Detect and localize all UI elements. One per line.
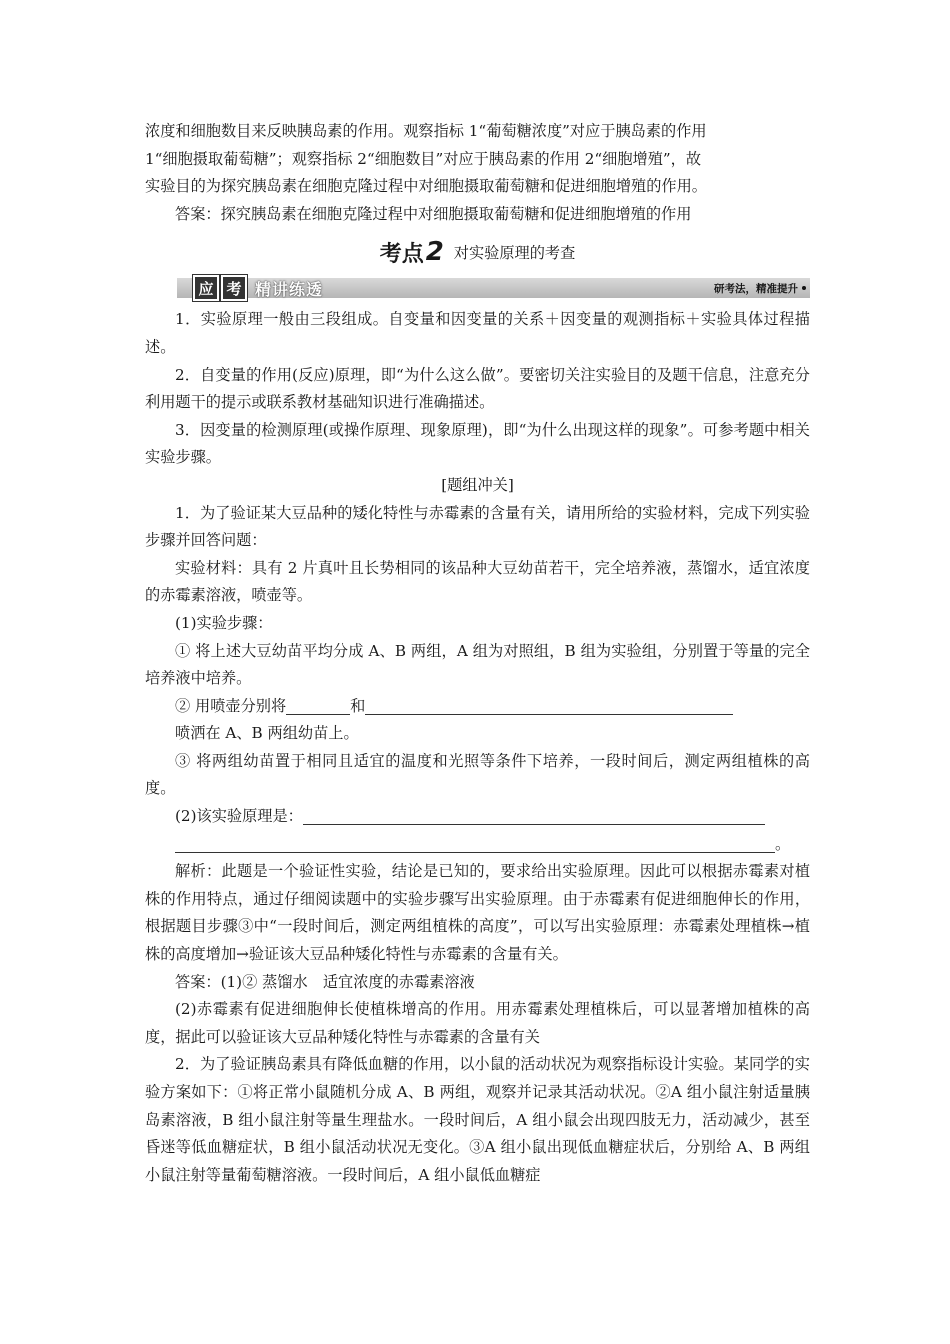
q1-principle-label: (2)该实验原理是： (175, 807, 303, 826)
q1-step-2 (145, 693, 810, 721)
answer-blank-1[interactable] (286, 696, 350, 715)
point-3: 3．因变量的检测原理(或操作原理、现象原理)，即“为什么出现这样的现象”。可参考题中相关实验步骤。 (145, 420, 810, 467)
q1-answer-1: 答案：(1)② 蒸馏水 适宜浓度的赤霉素溶液 (175, 972, 475, 991)
answer-blank-4[interactable] (175, 834, 775, 853)
q1-materials: 实验材料：具有 2 片真叶且长势相同的该品种大豆幼苗若干，完全培养液，蒸馏水，适宜浓度的赤霉素溶液，喷壶等。 (145, 558, 810, 605)
q1-answer-2: (2)赤霉素有促进细胞伸长使植株增高的作用。用赤霉素处理植株后，可以显著增加植株的高度，据此可以验证该大豆品种矮化特性与赤霉素的含量有关 (145, 1000, 810, 1046)
q1-step-2-cont: 喷洒在 A、B 两组幼苗上。 (175, 724, 359, 743)
q1-end-mark: 。 (775, 834, 791, 853)
q1-step-2-text-a: ② 用喷壶分别将 (175, 696, 287, 715)
bullet-dot-icon (802, 286, 806, 290)
document-page (145, 118, 810, 1189)
intro-line-3: 实验目的为探究胰岛素在细胞克隆过程中对细胞摄取葡萄糖和促进细胞增殖的作用。 (145, 177, 707, 196)
section-label: 考点 (379, 241, 424, 267)
point-1: 1．实验原理一般由三段组成。自变量和因变量的关系＋因变量的观测指标＋实验具体过程描述。 (145, 310, 810, 356)
q1-analysis: 解析：此题是一个验证性实验，结论是已知的，要求给出实验原理。因此可以根据赤霉素对植株的作用特点，通过仔细阅读题中的实验步骤写出实验原理。由于赤霉素有促进细胞伸长的作用，根据题目步骤③中“一段时间后，测定两组植株的高度”，可以写出实验原理：赤霉素处理植株→植株的高度增加→验证该大豆品种矮化特性与赤霉素的含量有关。 (145, 862, 810, 964)
answer-blank-2[interactable] (365, 696, 733, 715)
q2-stem: 2．为了验证胰岛素具有降低血糖的作用，以小鼠的活动状况为观察指标设计实验。某同学的实验方案如下：①将正常小鼠随机分成 A、B 两组，观察并记录其活动状况。②A 组小鼠注射适量胰岛素溶液，B 组小鼠注射等量生理盐水。一段时间后，A 组小鼠会出现四肢无力，活动减少，甚至昏迷等低血糖症状，B 组小鼠活动状况无变化。③A 组小鼠出现低血糖症状后，分别给 A、B 两组小鼠注射等量葡萄糖溶液。一段时间后，A 组小鼠低血糖症 (145, 1055, 810, 1184)
intro-line-1: 浓度和细胞数目来反映胰岛素的作用。观察指标 1“葡萄糖浓度”对应于胰岛素的作用 (145, 122, 707, 140)
banner-title (193, 274, 323, 302)
q1-step-3: ③ 将两组幼苗置于相同且适宜的温度和光照等条件下培养，一段时间后，测定两组植株的高度。 (145, 751, 810, 798)
group-title: [题组冲关] (441, 475, 514, 494)
banner-tagline-text: 研考法，精准提升 (714, 282, 798, 295)
q1-steps-title: (1)实验步骤： (175, 613, 273, 632)
answer-blank-3[interactable] (303, 806, 765, 825)
q1-step-2-text-b: 和 (350, 696, 366, 715)
banner-char-1: 应 (193, 275, 219, 301)
practice-banner (145, 274, 810, 302)
point-2: 2．自变量的作用(反应)原理，即“为什么这么做”。要密切关注实验目的及题干信息，注意充分利用题干的提示或联系教材基础知识进行准确描述。 (145, 365, 810, 412)
section-number: 2 (425, 237, 444, 268)
banner-char-2: 考 (221, 275, 247, 301)
banner-text: 精讲练透 (255, 279, 324, 299)
intro-answer: 答案：探究胰岛素在细胞克隆过程中对细胞摄取葡萄糖和促进细胞增殖的作用 (175, 204, 692, 223)
section-subtitle: 对实验原理的考查 (453, 243, 576, 262)
q1-step-1: ① 将上述大豆幼苗平均分成 A、B 两组，A 组为对照组，B 组为实验组，分别置于等量的完全培养液中培养。 (145, 641, 810, 688)
q1-stem: 1．为了验证某大豆品种的矮化特性与赤霉素的含量有关，请用所给的实验材料，完成下列实验步骤并回答问题： (145, 503, 810, 550)
intro-line-2: 1“细胞摄取葡萄糖”；观察指标 2“细胞数目”对应于胰岛素的作用 2“细胞增殖”，故 (145, 149, 702, 168)
banner-tagline (714, 274, 806, 302)
q1-principle (145, 803, 810, 831)
q1-principle-line-2 (145, 831, 810, 859)
section-heading (145, 230, 810, 274)
